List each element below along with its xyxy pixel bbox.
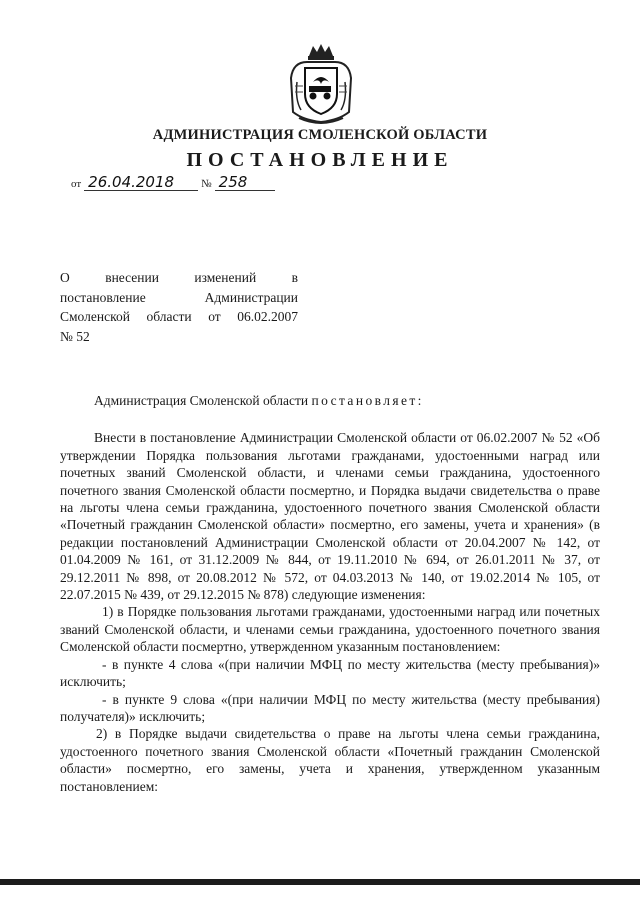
subject-line: № 52 [60, 328, 90, 344]
preamble [60, 392, 600, 409]
organization-title: АДМИНИСТРАЦИЯ СМОЛЕНСКОЙ ОБЛАСТИ [152, 127, 488, 143]
subject-line: Смоленской области от 06.02.2007 [60, 309, 298, 324]
handwritten-number: 258 [215, 175, 275, 191]
date-number-line [68, 175, 275, 191]
preamble-text: Администрация Смоленской области [94, 393, 312, 408]
paragraph-subitem: - в пункте 9 слова «(при наличии МФЦ по месту жительства (месту пребывания) получателя)» исключить; [60, 691, 600, 724]
date-prefix: от [71, 178, 82, 190]
paragraph-item-2: 2) в Порядке выдачи свидетельства о праве на льготы члена семьи гражданина, удостоенного почетного звания Смоленской области «Почетный гражданин Смоленской области» посмертно, его замены, учета и хранения, утвержденном указанным постановлением: [60, 726, 600, 794]
preamble-spaced: постановляет: [311, 393, 424, 408]
paragraph-main: Внести в постановление Администрации Смоленской области от 06.02.2007 № 52 «Об утверждении Порядка пользования льготами гражданами, удостоенными наград или почетных званий Смоленской области, и членами семьи гражданина, удостоенного почетного звания Смоленской области посмертно, и Порядка выдачи свидетельства о праве на льготы члена семьи гражданина, удостоенного почетного звания Смоленской области «Почетный гражданин Смоленской области» посмертно, его замены, учета и хранения» (в редакции постановлений Администрации Смоленской области от 20.04.2007 № 142, от 01.04.2009 № 161, от 31.12.2009 № 844, от 19.11.2010 № 694, от 26.01.2011 № 37, от 29.12.2011 № 898, от 20.08.2012 № 572, от 04.03.2013 № 140, от 19.02.2014 № 105, от 22.07.2015 № 439, от 29.12.2015 № 878) следующие изменения: [60, 430, 600, 603]
subject-block [60, 268, 298, 346]
paragraph-item-1: 1) в Порядке пользования льготами гражданами, удостоенными наград или почетных званий Смоленской области, и членами семьи гражданина, удостоенного почетного звания Смоленской области посмертно, утвержденном указанным постановлением: [60, 604, 600, 655]
handwritten-date: 26.04.2018 [84, 175, 198, 191]
paragraph-subitem: - в пункте 4 слова «(при наличии МФЦ по месту жительства (месту пребывания)» исключить; [60, 656, 600, 690]
document-body [60, 392, 600, 795]
subject-line: О внесении изменений в [60, 270, 298, 285]
number-prefix: № [201, 178, 212, 190]
document-type-title: ПОСТАНОВЛЕНИЕ [186, 149, 454, 171]
subject-line: постановление Администрации [60, 289, 298, 305]
scan-bottom-edge [0, 879, 640, 885]
coat-of-arms-emblem [283, 42, 359, 128]
